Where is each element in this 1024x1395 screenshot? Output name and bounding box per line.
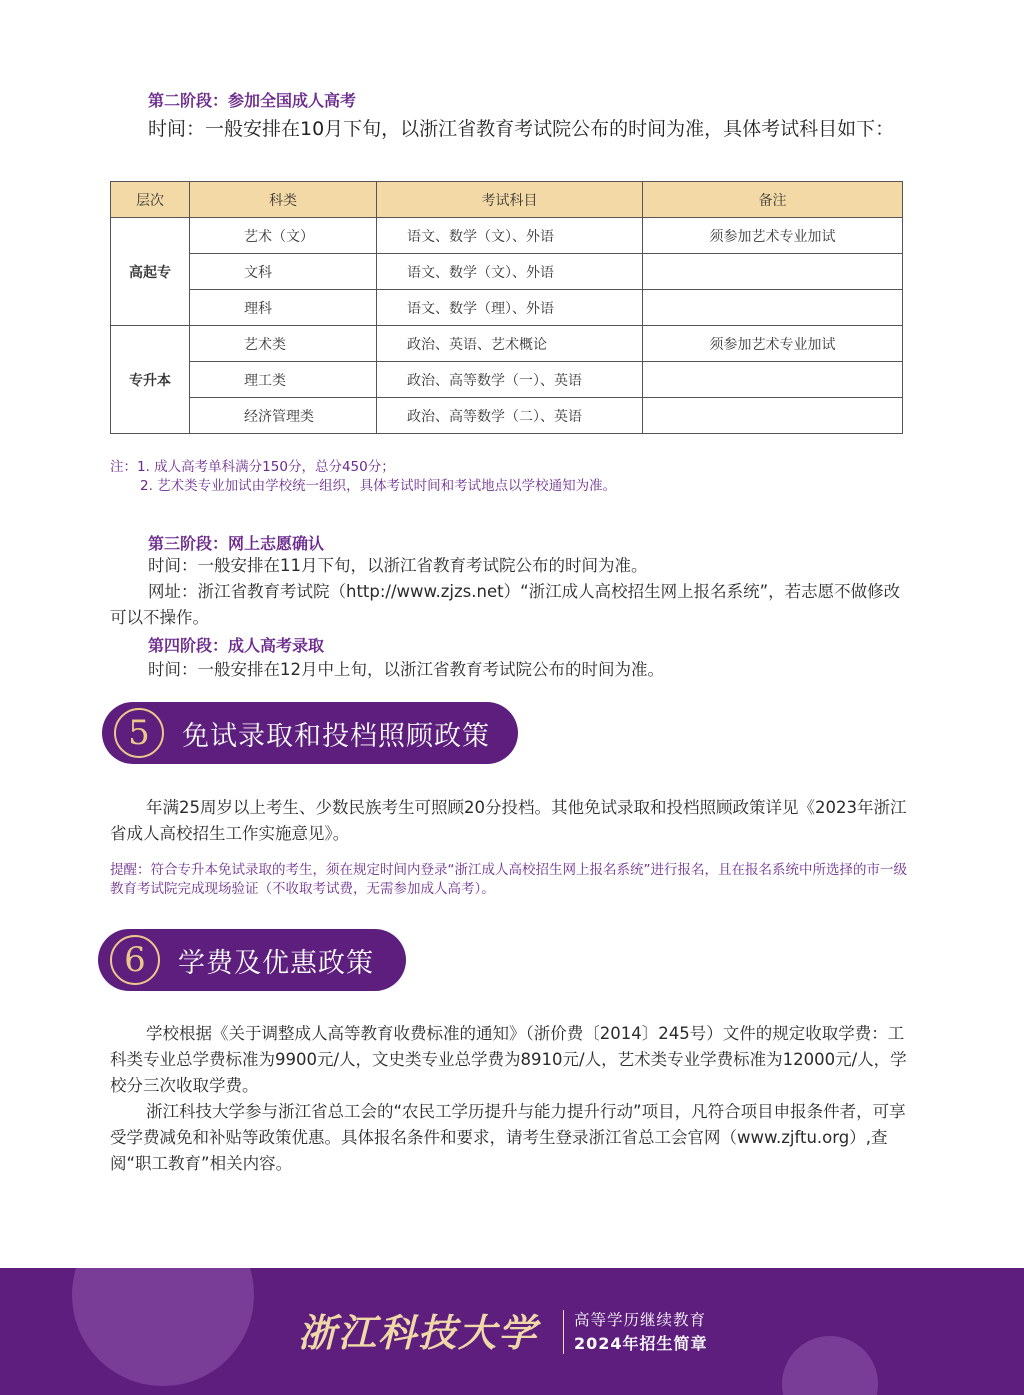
subjects-cell: 政治、高等数学（二）、英语 xyxy=(377,398,643,434)
section-6-title: 学费及优惠政策 xyxy=(178,947,374,979)
university-logo-text: 浙江科技大学 xyxy=(298,1310,539,1355)
level-cell: 高起专 xyxy=(111,218,190,326)
category-cell: 理工类 xyxy=(190,362,377,398)
stage3-time: 时间：一般安排在11月下旬，以浙江省教育考试院公布的时间为准。 xyxy=(148,556,648,575)
table-row xyxy=(111,254,903,290)
stage4-title: 第四阶段：成人高考录取 xyxy=(148,636,325,655)
table-row xyxy=(111,326,903,362)
section-6-number-badge: 6 xyxy=(110,935,160,985)
remark-cell xyxy=(643,362,903,398)
stage4-time: 时间：一般安排在12月中上旬，以浙江省教育考试院公布的时间为准。 xyxy=(148,660,664,679)
remark-cell xyxy=(643,290,903,326)
note-1: 注：1. 成人高考单科满分150分，总分450分； xyxy=(110,459,395,475)
header-category: 科类 xyxy=(190,182,377,218)
category-cell: 理科 xyxy=(190,290,377,326)
header-level: 层次 xyxy=(111,182,190,218)
level-cell: 专升本 xyxy=(111,326,190,434)
category-cell: 艺术（文） xyxy=(190,218,377,254)
section-6-paragraph-1: 学校根据《关于调整成人高等教育收费标准的通知》（浙价费〔2014〕245号）文件的规定收取学费：工科类专业总学费标准为9900元/人，文史类专业总学费为8910元/人，艺术类专业学费标准为12000元/人，学校分三次收取学费。 xyxy=(110,1024,907,1095)
table-row xyxy=(111,218,903,254)
remark-cell xyxy=(643,398,903,434)
remark-cell: 须参加艺术专业加试 xyxy=(643,326,903,362)
table-notes xyxy=(110,458,616,496)
subjects-cell: 语文、数学（理）、外语 xyxy=(377,290,643,326)
category-cell: 艺术类 xyxy=(190,326,377,362)
subjects-cell: 语文、数学（文）、外语 xyxy=(377,218,643,254)
decorative-circle xyxy=(72,1268,254,1386)
section-5-number-badge: 5 xyxy=(114,708,164,758)
table-row xyxy=(111,398,903,434)
subjects-cell: 语文、数学（文）、外语 xyxy=(377,254,643,290)
footer-brochure-title: 2024年招生简章 xyxy=(574,1334,708,1353)
stage3-title: 第三阶段：网上志愿确认 xyxy=(148,534,325,553)
stage2-description: 时间：一般安排在10月下旬，以浙江省教育考试院公布的时间为准，具体考试科目如下： xyxy=(148,118,895,140)
section-5-title: 免试录取和投档照顾政策 xyxy=(182,720,490,752)
header-subjects: 考试科目 xyxy=(377,182,643,218)
subjects-cell: 政治、英语、艺术概论 xyxy=(377,326,643,362)
category-cell: 经济管理类 xyxy=(190,398,377,434)
note-2: 2. 艺术类专业加试由学校统一组织，具体考试时间和考试地点以学校通知为准。 xyxy=(140,478,617,494)
stage3-url-text: 网址：浙江省教育考试院（http://www.zjzs.net）“浙江成人高校招生网上报名系统”，若志愿不做修改可以不操作。 xyxy=(110,582,901,627)
decorative-circle xyxy=(782,1336,878,1395)
exam-subjects-table xyxy=(110,181,903,434)
remark-cell xyxy=(643,254,903,290)
footer-banner xyxy=(0,1268,1024,1395)
section-5-reminder: 提醒：符合专升本免试录取的考生，须在规定时间内登录“浙江成人高校招生网上报名系统”进行报名，且在报名系统中所选择的市一级教育考试院完成现场验证（不收取考试费，无需参加成人高考）。 xyxy=(110,862,907,897)
header-remark: 备注 xyxy=(643,182,903,218)
section-6-paragraph-2: 浙江科技大学参与浙江省总工会的“农民工学历提升与能力提升行动”项目，凡符合项目申报条件者，可享受学费减免和补贴等政策优惠。具体报名条件和要求，请考生登录浙江省总工会官网（www.zjftu.org）,查阅“职工教育”相关内容。 xyxy=(110,1102,906,1173)
table-row xyxy=(111,290,903,326)
table-header-row xyxy=(111,182,903,218)
table-row xyxy=(111,362,903,398)
category-cell: 文科 xyxy=(190,254,377,290)
section-6-header xyxy=(98,929,406,991)
stage2-title: 第二阶段：参加全国成人高考 xyxy=(148,91,357,110)
subjects-cell: 政治、高等数学（一）、英语 xyxy=(377,362,643,398)
section-5-body: 年满25周岁以上考生、少数民族考生可照顾20分投档。其他免试录取和投档照顾政策详见《2023年浙江省成人高校招生工作实施意见》。 xyxy=(110,798,907,843)
remark-cell: 须参加艺术专业加试 xyxy=(643,218,903,254)
section-5-header xyxy=(102,702,518,764)
footer-subtitle: 高等学历继续教育 xyxy=(574,1311,707,1329)
footer-divider xyxy=(563,1310,564,1354)
